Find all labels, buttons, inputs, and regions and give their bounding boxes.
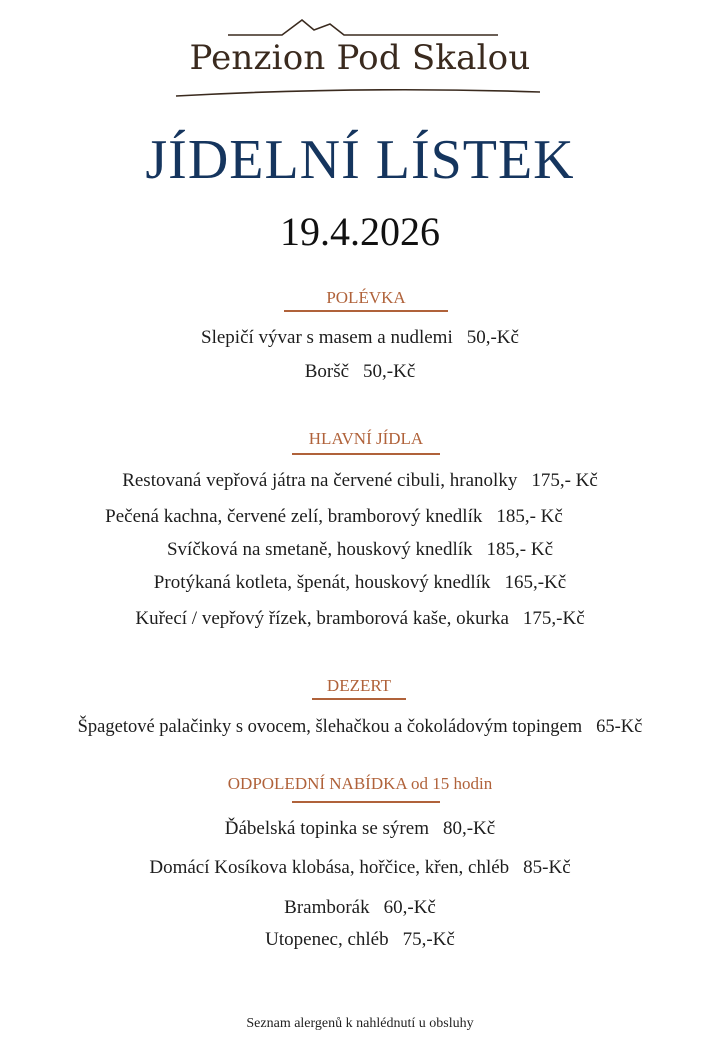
item-name: Slepičí vývar s masem a nudlemi bbox=[201, 327, 453, 348]
item-price: 60,-Kč bbox=[383, 897, 436, 918]
item-name: Ďábelská topinka se sýrem bbox=[224, 818, 429, 839]
page-title: JÍDELNÍ LÍSTEK bbox=[145, 129, 575, 191]
item-price: 175,- Kč bbox=[531, 470, 598, 491]
item-price: 65-Kč bbox=[596, 717, 643, 737]
menu-item bbox=[0, 857, 720, 879]
item-name: Utopenec, chléb bbox=[265, 929, 389, 950]
menu-item bbox=[0, 717, 720, 738]
menu-item bbox=[0, 327, 720, 349]
logo bbox=[0, 0, 720, 110]
item-price: 50,-Kč bbox=[363, 361, 416, 382]
section-underline bbox=[292, 453, 440, 455]
item-name: Bramborák bbox=[284, 897, 370, 918]
item-name: Domácí Kosíkova klobása, hořčice, křen, chléb bbox=[149, 857, 510, 878]
menu-date: 19.4.2026 bbox=[280, 209, 440, 254]
item-price: 165,-Kč bbox=[504, 572, 567, 593]
item-price: 175,-Kč bbox=[522, 608, 585, 629]
menu-item bbox=[0, 506, 668, 528]
menu-item bbox=[0, 539, 720, 561]
menu-item bbox=[0, 572, 720, 594]
item-name: Boršč bbox=[304, 361, 350, 382]
section-title-afternoon: ODPOLEDNÍ NABÍDKA od 15 hodin bbox=[227, 774, 493, 793]
item-name: Svíčková na smetaně, houskový knedlík bbox=[166, 539, 473, 560]
item-price: 185,- Kč bbox=[486, 539, 553, 560]
menu-item bbox=[0, 470, 720, 492]
section-title-main: HLAVNÍ JÍDLA bbox=[308, 429, 424, 448]
item-price: 185,- Kč bbox=[496, 506, 563, 527]
item-name: Kuřecí / vepřový řízek, bramborová kaše, okurka bbox=[135, 608, 509, 629]
item-name: Restovaná vepřová játra na červené cibuli, hranolky bbox=[122, 470, 518, 491]
item-price: 75,-Kč bbox=[402, 929, 455, 950]
item-name: Pečená kachna, červené zelí, bramborový knedlík bbox=[105, 506, 483, 527]
menu-item bbox=[0, 608, 720, 630]
menu-item bbox=[0, 361, 720, 383]
section-underline bbox=[312, 698, 406, 700]
item-name: Protýkaná kotleta, špenát, houskový knedlík bbox=[153, 572, 491, 593]
section-underline bbox=[284, 310, 448, 312]
menu-item bbox=[0, 897, 720, 919]
item-price: 80,-Kč bbox=[442, 818, 496, 839]
menu-item bbox=[0, 818, 720, 840]
section-title-soup: POLÉVKA bbox=[326, 288, 406, 307]
item-price: 85-Kč bbox=[523, 857, 571, 878]
allergen-note: Seznam alergenů k nahlédnutí u obsluhy bbox=[246, 1016, 474, 1031]
section-title-dessert: DEZERT bbox=[326, 676, 392, 695]
item-name: Špagetové palačinky s ovocem, šlehačkou a čokoládovým topingem bbox=[77, 717, 583, 737]
item-price: 50,-Kč bbox=[466, 327, 519, 348]
brand-name: Penzion Pod Skalou bbox=[189, 38, 531, 78]
section-underline bbox=[292, 801, 440, 803]
menu-item bbox=[0, 929, 720, 951]
